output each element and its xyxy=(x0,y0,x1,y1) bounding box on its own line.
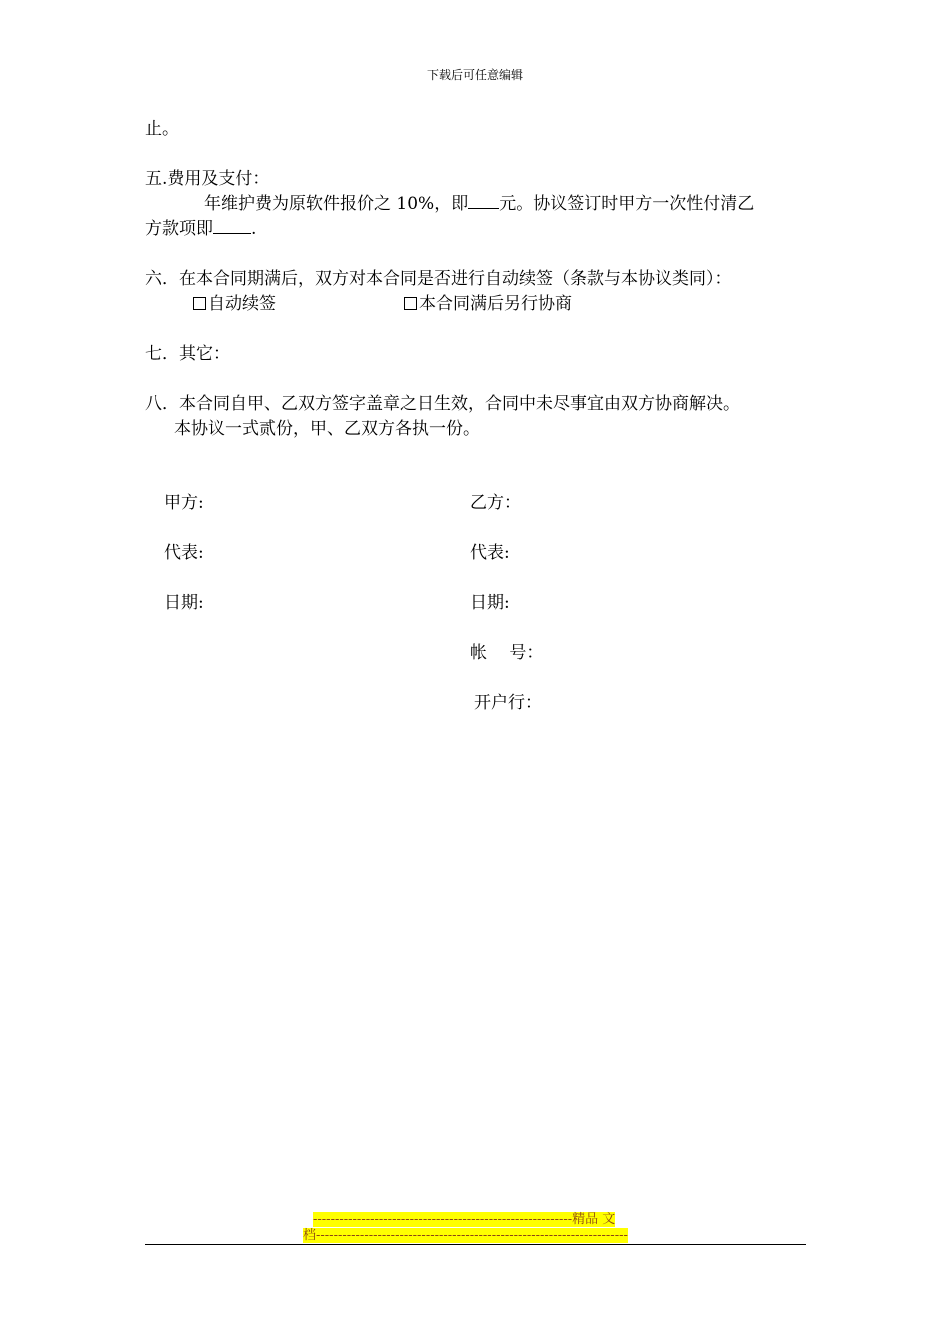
payment-blank xyxy=(213,218,251,234)
continuation-text: 止。 xyxy=(145,119,179,139)
option-auto-renew xyxy=(193,292,276,317)
footer-line-1: -----------------------------------------------------------精品 文 xyxy=(313,1212,616,1227)
fee-text: 年维护费为原软件报价之 10%，即 xyxy=(204,194,469,214)
footer-rule xyxy=(145,1244,806,1245)
section-5-title: 五.费用及支付： xyxy=(145,169,270,189)
section-6: 六．在本合同期满后，双方对本合同是否进行自动续签（条款与本协议类同）： xyxy=(145,269,732,289)
date-a-label: 日期: xyxy=(164,593,204,613)
payment-period: . xyxy=(251,219,257,239)
party-a-label: 甲方: xyxy=(164,493,204,513)
section-7: 七．其它： xyxy=(145,344,230,364)
fee-text-cont: 元。协议签订时甲方一次性付清乙 xyxy=(499,194,755,214)
account-label: 帐 号： xyxy=(470,643,544,663)
amount-blank xyxy=(468,193,499,209)
checkbox[interactable] xyxy=(193,297,206,310)
date-b-label: 日期: xyxy=(470,593,510,613)
section-8-copies: 本协议一式贰份，甲、乙双方各执一份。 xyxy=(174,419,480,439)
rep-a-label: 代表: xyxy=(164,543,204,563)
section-8: 八．本合同自甲、乙双方签字盖章之日生效，合同中未尽事宜由双方协商解决。 xyxy=(145,394,740,414)
bank-label: 开户行： xyxy=(474,693,542,713)
option-negotiate xyxy=(404,292,572,317)
payment-text: 方款项即 xyxy=(145,219,213,239)
party-b-label: 乙方： xyxy=(470,493,521,513)
rep-b-label: 代表: xyxy=(470,543,510,563)
footer-line-2: 档----------------------------------------------------------------------- xyxy=(303,1228,628,1243)
section-5-line-2 xyxy=(145,217,256,242)
page-header: 下载后可任意编辑 xyxy=(426,68,523,82)
section-5-line-1 xyxy=(204,192,754,217)
option-auto-renew-label: 自动续签 xyxy=(208,294,276,314)
checkbox[interactable] xyxy=(404,297,417,310)
option-negotiate-label: 本合同满后另行协商 xyxy=(419,294,572,314)
